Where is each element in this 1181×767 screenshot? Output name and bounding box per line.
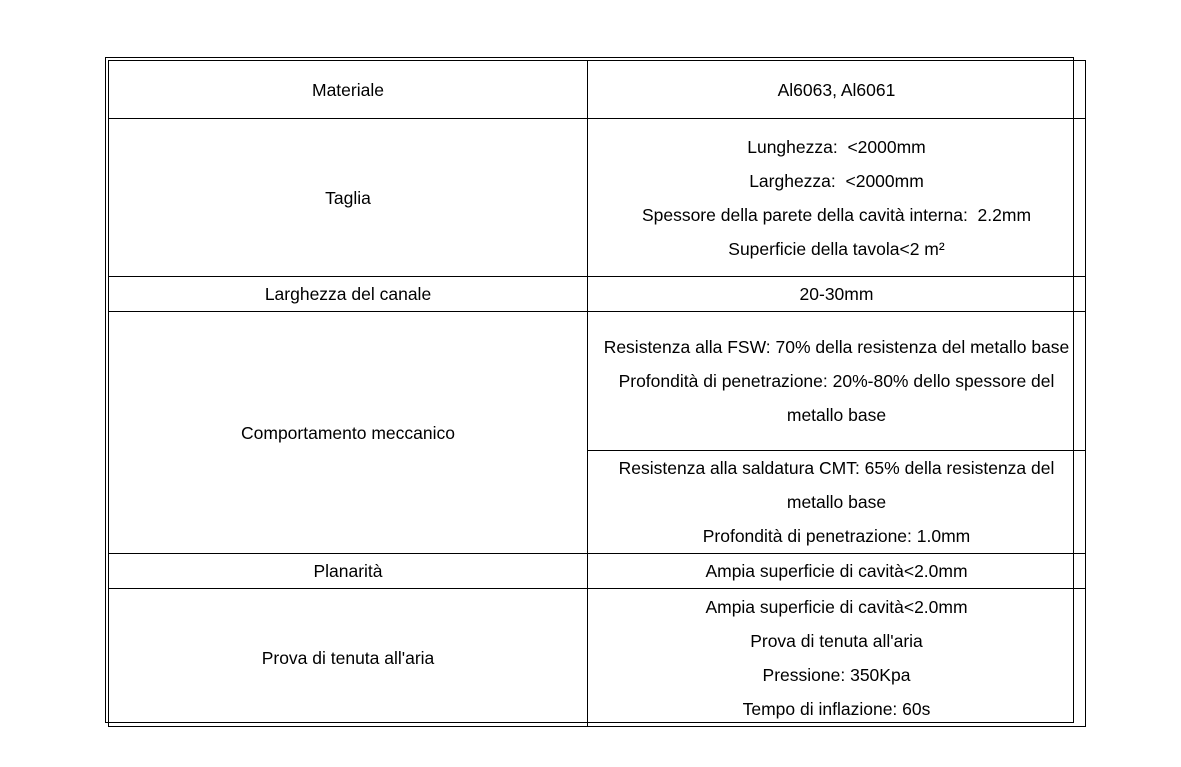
value-line: Al6063, Al6061 (777, 79, 896, 100)
label-text: Taglia (325, 187, 371, 208)
value-line: Profondità di penetrazione: 20%-80% dello spessore del metallo base (618, 371, 1060, 425)
table-row-planarita (109, 554, 1086, 589)
value-line: Larghezza: <2000mm (749, 170, 924, 191)
value-line: Ampia superficie di cavità<2.0mm (705, 596, 968, 617)
row-value-larghezza-canale (588, 277, 1086, 312)
row-value-prova-tenuta-aria (588, 589, 1086, 727)
label-text: Larghezza del canale (264, 284, 432, 304)
row-value-cmt (588, 451, 1086, 554)
row-value-planarita (588, 554, 1086, 589)
label-text: Planarità (313, 561, 383, 581)
label-text: Comportamento meccanico (241, 422, 455, 443)
value-line: 20-30mm (799, 284, 874, 304)
value-line: Prova di tenuta all'aria (750, 630, 923, 651)
label-text: Prova di tenuta all'aria (261, 647, 435, 668)
spec-table-border (105, 57, 1074, 723)
row-label-materiale (109, 61, 588, 119)
row-label-prova-tenuta-aria (109, 589, 588, 727)
value-line: Lunghezza: <2000mm (747, 136, 926, 157)
row-value-taglia (588, 119, 1086, 277)
table-row-materiale (109, 61, 1086, 119)
value-line: Spessore della parete della cavità interna: 2.2mm (641, 204, 1032, 225)
table-row-comportamento-meccanico (109, 312, 1086, 451)
table-row-larghezza-canale (109, 277, 1086, 312)
row-label-taglia (109, 119, 588, 277)
value-line: Resistenza alla saldatura CMT: 65% della resistenza del metallo base (618, 458, 1060, 512)
value-line: Ampia superficie di cavità<2.0mm (705, 561, 968, 581)
value-line: Tempo di inflazione: 60s (742, 698, 931, 719)
value-line: Superficie della tavola<2 m² (728, 238, 945, 259)
row-label-larghezza-canale (109, 277, 588, 312)
row-value-materiale (588, 61, 1086, 119)
label-text: Materiale (312, 79, 384, 100)
row-value-fsw (588, 312, 1086, 451)
value-line: Resistenza alla FSW: 70% della resistenza del metallo base (603, 337, 1070, 357)
row-label-planarita (109, 554, 588, 589)
value-line: Pressione: 350Kpa (762, 664, 911, 685)
spec-table (108, 60, 1086, 727)
value-line: Profondità di penetrazione: 1.0mm (702, 526, 971, 546)
table-row-prova-tenuta-aria (109, 589, 1086, 727)
row-label-comportamento-meccanico (109, 312, 588, 554)
table-row-taglia (109, 119, 1086, 277)
